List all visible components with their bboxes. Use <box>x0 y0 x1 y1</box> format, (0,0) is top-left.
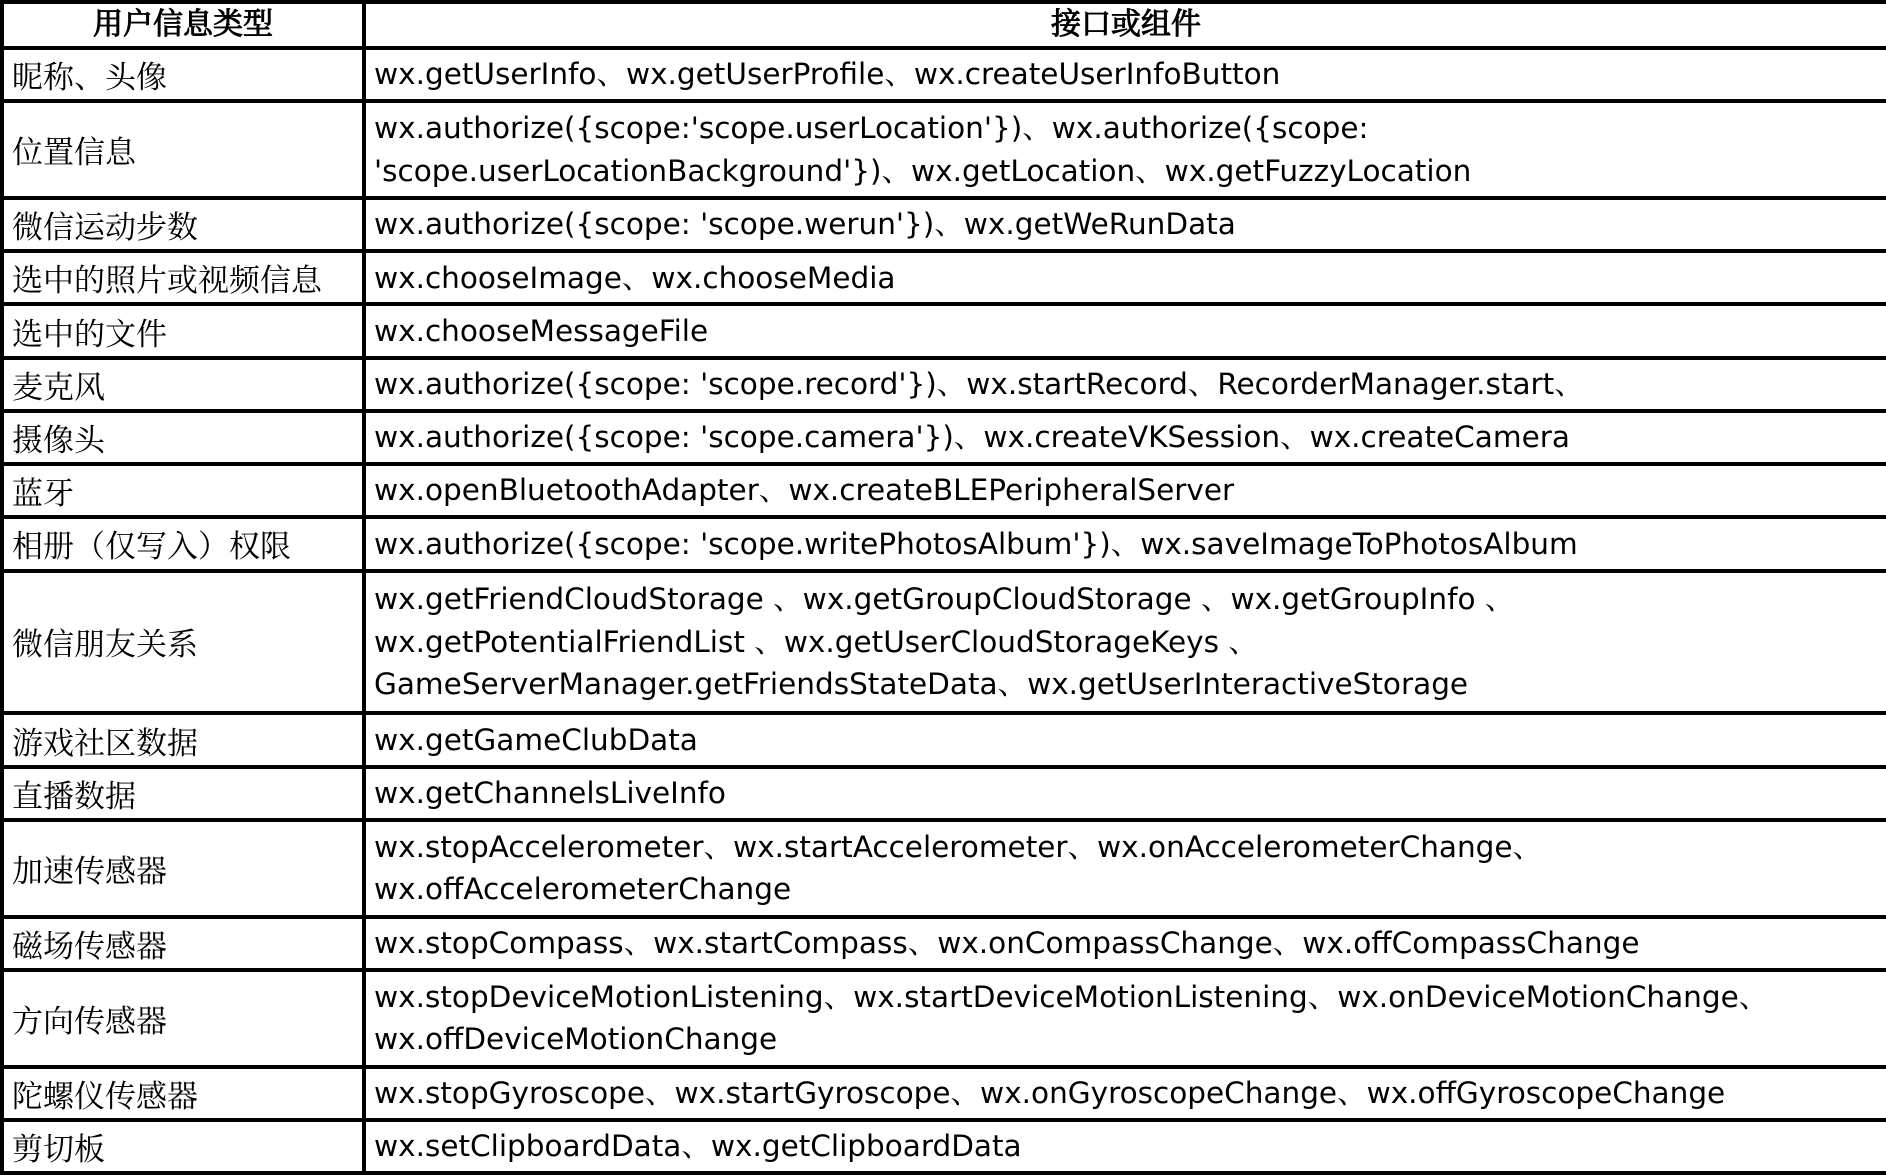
header-info-type: 用户信息类型 <box>2 2 364 48</box>
info-type-cell: 选中的文件 <box>2 304 364 357</box>
api-line: wx.getUserInfo、wx.getUserProfile、wx.createUserInfoButton <box>374 57 1281 92</box>
api-cell <box>364 251 1886 304</box>
info-type-cell: 位置信息 <box>2 101 364 198</box>
table-row <box>2 571 1886 714</box>
info-type-cell: 直播数据 <box>2 767 364 820</box>
api-line: wx.getChannelsLiveInfo <box>374 776 726 811</box>
info-type-cell: 磁场传感器 <box>2 917 364 970</box>
api-line: wx.chooseMessageFile <box>374 313 709 348</box>
info-type-cell: 微信运动步数 <box>2 198 364 251</box>
api-cell <box>364 358 1886 411</box>
api-line: wx.stopAccelerometer、wx.startAccelerometer、wx.onAccelerometerChange、 <box>374 829 1543 864</box>
table-row <box>2 970 1886 1067</box>
table-row <box>2 517 1886 570</box>
info-type-cell: 方向传感器 <box>2 970 364 1067</box>
api-line: wx.getFriendCloudStorage 、wx.getGroupCloudStorage 、wx.getGroupInfo 、 <box>374 582 1515 617</box>
table-row <box>2 251 1886 304</box>
api-line: wx.authorize({scope:'scope.userLocation'})、wx.authorize({scope: <box>374 111 1369 146</box>
api-line: wx.chooseImage、wx.chooseMedia <box>374 260 896 295</box>
api-cell <box>364 820 1886 917</box>
api-line: wx.openBluetoothAdapter、wx.createBLEPeripheralServer <box>374 473 1235 508</box>
info-type-cell: 陀螺仪传感器 <box>2 1067 364 1120</box>
info-type-cell: 昵称、头像 <box>2 48 364 101</box>
api-line: wx.setClipboardData、wx.getClipboardData <box>374 1129 1022 1164</box>
info-type-cell: 蓝牙 <box>2 464 364 517</box>
info-type-cell: 游戏社区数据 <box>2 713 364 766</box>
api-line: wx.authorize({scope: 'scope.camera'})、wx.createVKSession、wx.createCamera <box>374 420 1570 455</box>
api-line: wx.stopCompass、wx.startCompass、wx.onCompassChange、wx.offCompassChange <box>374 925 1640 960</box>
api-line: 'scope.userLocationBackground'})、wx.getLocation、wx.getFuzzyLocation <box>374 153 1472 188</box>
table-body <box>2 48 1886 1173</box>
api-line: wx.getGameClubData <box>374 722 698 757</box>
table-header-row <box>2 2 1886 48</box>
table-row <box>2 1067 1886 1120</box>
api-cell <box>364 198 1886 251</box>
api-line: wx.stopGyroscope、wx.startGyroscope、wx.onGyroscopeChange、wx.offGyroscopeChange <box>374 1075 1726 1110</box>
api-cell <box>364 517 1886 570</box>
header-api-or-component: 接口或组件 <box>364 2 1886 48</box>
info-type-cell: 选中的照片或视频信息 <box>2 251 364 304</box>
table-row <box>2 713 1886 766</box>
info-type-cell: 摄像头 <box>2 411 364 464</box>
table-row <box>2 48 1886 101</box>
api-line: wx.offAccelerometerChange <box>374 872 792 907</box>
api-cell <box>364 713 1886 766</box>
api-line: wx.offDeviceMotionChange <box>374 1022 778 1057</box>
table-row <box>2 820 1886 917</box>
info-type-cell: 相册（仅写入）权限 <box>2 517 364 570</box>
info-type-cell: 麦克风 <box>2 358 364 411</box>
table-row <box>2 767 1886 820</box>
api-line: wx.authorize({scope: 'scope.writePhotosAlbum'})、wx.saveImageToPhotosAlbum <box>374 526 1578 561</box>
table-row <box>2 411 1886 464</box>
api-cell <box>364 48 1886 101</box>
api-line: wx.authorize({scope: 'scope.werun'})、wx.getWeRunData <box>374 207 1236 242</box>
api-line: wx.authorize({scope: 'scope.record'})、wx.startRecord、RecorderManager.start、 <box>374 366 1584 401</box>
api-cell <box>364 101 1886 198</box>
table-row <box>2 917 1886 970</box>
info-type-cell: 剪切板 <box>2 1120 364 1173</box>
api-cell <box>364 1120 1886 1173</box>
api-line: GameServerManager.getFriendsStateData、wx.getUserInteractiveStorage <box>374 667 1469 702</box>
api-cell <box>364 767 1886 820</box>
table-row <box>2 358 1886 411</box>
info-type-cell: 微信朋友关系 <box>2 571 364 714</box>
api-cell <box>364 1067 1886 1120</box>
api-cell <box>364 571 1886 714</box>
info-type-cell: 加速传感器 <box>2 820 364 917</box>
table-row <box>2 101 1886 198</box>
api-cell <box>364 970 1886 1067</box>
api-cell <box>364 464 1886 517</box>
table-row <box>2 464 1886 517</box>
table-row <box>2 304 1886 357</box>
api-line: wx.getPotentialFriendList 、wx.getUserCloudStorageKeys 、 <box>374 624 1258 659</box>
api-cell <box>364 411 1886 464</box>
api-line: wx.stopDeviceMotionListening、wx.startDeviceMotionListening、wx.onDeviceMotionChange、 <box>374 979 1769 1014</box>
api-cell <box>364 917 1886 970</box>
api-cell <box>364 304 1886 357</box>
table-row <box>2 1120 1886 1173</box>
table-row <box>2 198 1886 251</box>
